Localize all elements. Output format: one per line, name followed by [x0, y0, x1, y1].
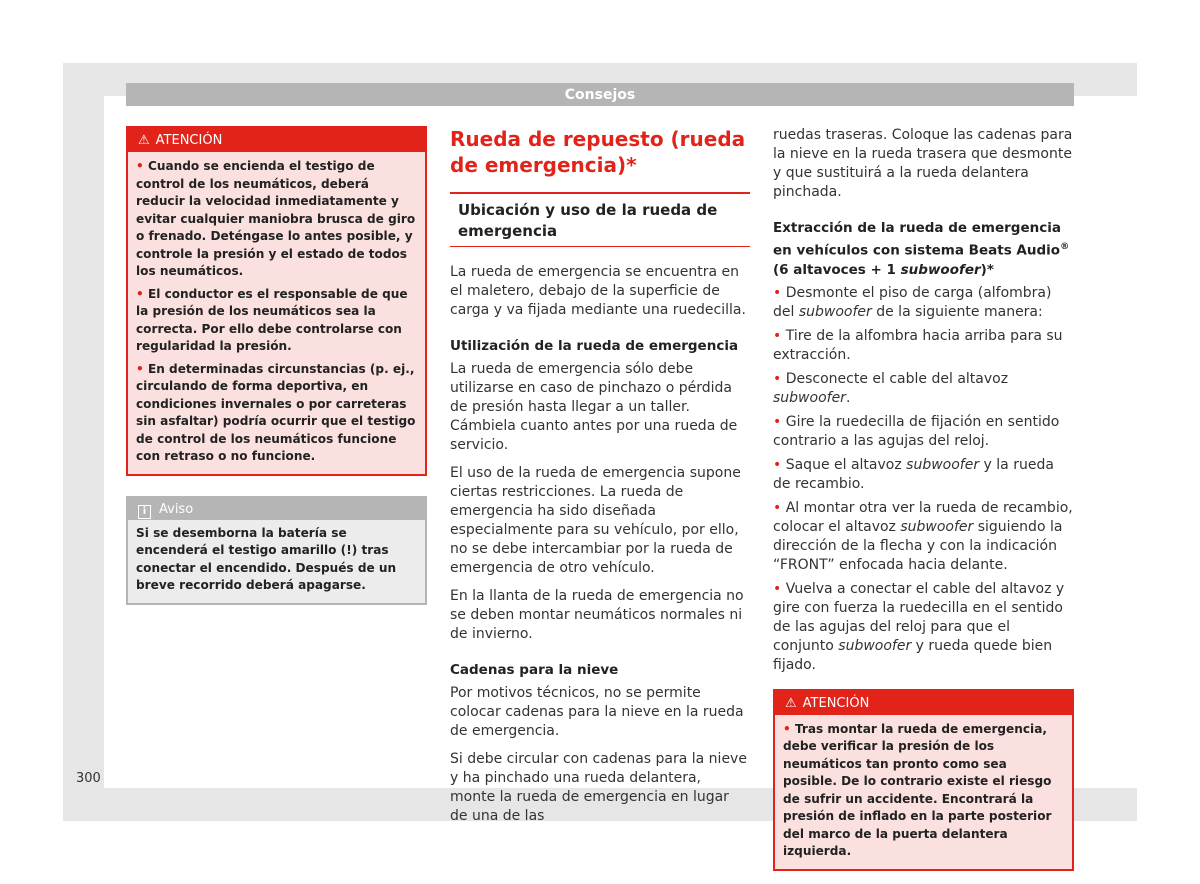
usage-heading: Utilización de la rueda de emergencia — [450, 338, 739, 354]
section-header-bar: Consejos — [126, 83, 1074, 106]
warning-header — [128, 128, 425, 152]
bullet-icon: • — [136, 361, 148, 376]
warning-label: ATENCIÓN — [155, 133, 223, 148]
section-title: Ubicación y uso de la rueda de emergencia — [450, 192, 750, 247]
usage-paragraph: El uso de la rueda de emergencia supone ciertas restricciones. La rueda de emergencia ha sido diseñada especialmente para su vehículo, por ello, no se debe intercambiar por la rueda de emergencia de otro vehículo. — [450, 465, 741, 576]
bullet-icon: • — [773, 580, 786, 597]
chains-heading: Cadenas para la nieve — [450, 662, 619, 678]
extraction-heading: Extracción de la rueda de emergencia en vehículos con sistema Beats Audio® (6 altavoces + 1 subwoofer)* — [773, 220, 1070, 278]
left-column — [126, 126, 427, 605]
note-header — [128, 498, 425, 520]
warning-label: ATENCIÓN — [802, 695, 870, 711]
warning-triangle-icon: ⚠ — [785, 695, 797, 711]
chains-paragraph: Si debe circular con cadenas para la nieve y ha pinchado una rueda delantera, monte la rueda de emergencia en lugar de una de las — [450, 751, 747, 824]
warning-item: • El conductor es el responsable de que la presión de los neumáticos sea la correcta. Por ello debe controlarse con regularidad la presión. — [136, 286, 408, 353]
bullet-icon: • — [136, 159, 148, 173]
warning-triangle-icon: ⚠ — [138, 133, 150, 148]
bullet-icon: • — [773, 327, 786, 344]
middle-column — [450, 126, 750, 835]
step-item: • Tire de la alfombra hacia arriba para su extracción. — [773, 327, 1063, 363]
bullet-icon: • — [773, 370, 786, 387]
bullet-icon: • — [773, 413, 786, 430]
usage-paragraph: En la llanta de la rueda de emergencia no se deben montar neumáticos normales ni de invierno. — [450, 588, 744, 642]
info-icon: i — [138, 505, 151, 519]
step-item: • Desmonte el piso de carga (alfombra) del subwoofer de la siguiente manera: — [773, 284, 1052, 320]
step-item: • Saque el altavoz subwoofer y la rueda de recambio. — [773, 456, 1054, 492]
warning-item: • Tras montar la rueda de emergencia, debe verificar la presión de los neumáticos tan pronto como sea posible. De lo contrario existe el riesgo de sufrir un accidente. Encontrará la presión de inflado en la parte posterior del marco de la puerta delantera izquierda. — [783, 721, 1052, 858]
note-body: Si se desemborna la batería se encenderá el testigo amarillo (!) tras conectar el encendido. Después de un breve recorrido deberá apagarse. — [136, 525, 397, 592]
warning-box — [126, 126, 427, 476]
bullet-icon: • — [783, 721, 795, 736]
warning-body — [775, 715, 1072, 869]
step-item: • Desconecte el cable del altavoz subwoofer. — [773, 370, 1009, 406]
continuation-paragraph: ruedas traseras. Coloque las cadenas para la nieve en la rueda trasera que desmonte y que sustituirá a la rueda delantera pinchada. — [773, 127, 1073, 200]
warning-body — [128, 152, 425, 474]
note-box — [126, 496, 427, 605]
right-column — [773, 126, 1074, 871]
bullet-icon: • — [136, 286, 148, 301]
warning-box — [773, 689, 1074, 871]
warning-header — [775, 691, 1072, 715]
page-number: 300 — [76, 771, 101, 786]
main-title: Rueda de repuesto (rueda de emergencia)* — [450, 127, 746, 177]
step-item: • Gire la ruedecilla de fijación en sentido contrario a las agujas del reloj. — [773, 413, 1060, 449]
intro-paragraph: La rueda de emergencia se encuentra en el maletero, debajo de la superficie de carga y va fijada mediante una ruedecilla. — [450, 264, 746, 318]
step-item: • Vuelva a conectar el cable del altavoz y gire con fuerza la ruedecilla en el sentido de las agujas del reloj para que el conjunto subwoofer y rueda quede bien fijado. — [773, 580, 1065, 673]
warning-item: • En determinadas circunstancias (p. ej., circulando de forma deportiva, en condiciones invernales o por carreteras sin asfaltar) podría ocurrir que el testigo de control de los neumáticos funcione con retraso o no funcione. — [136, 361, 416, 463]
warning-item: • Cuando se encienda el testigo de control de los neumáticos, deberá reducir la velocidad inmediatamente y evitar cualquier maniobra brusca de giro o frenado. Deténgase lo antes posible, y controle la presión y el estado de todos los neumáticos. — [136, 159, 416, 278]
step-item: • Al montar otra ver la rueda de recambio, colocar el altavoz subwoofer siguiendo la dirección de la flecha y con la indicación “FRONT” enfocada hacia delante. — [773, 499, 1073, 573]
note-label: Aviso — [159, 501, 194, 517]
bullet-icon: • — [773, 499, 786, 516]
usage-paragraph: La rueda de emergencia sólo debe utilizarse en caso de pinchazo o pérdida de presión hasta llegar a un taller. Cámbiela cuanto antes por una rueda de servicio. — [450, 361, 738, 453]
bullet-icon: • — [773, 456, 786, 473]
chains-paragraph: Por motivos técnicos, no se permite colocar cadenas para la nieve en la rueda de emergencia. — [450, 685, 744, 739]
bullet-icon: • — [773, 284, 786, 301]
